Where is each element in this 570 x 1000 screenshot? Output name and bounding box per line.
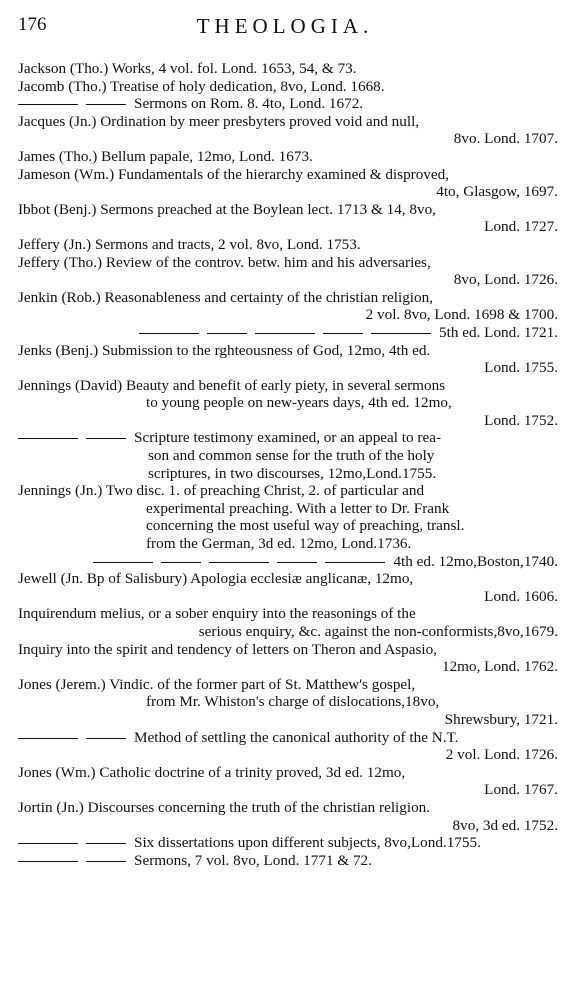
ditto-dash	[323, 333, 363, 334]
entry-text: 8vo, 3d ed. 1752.	[452, 816, 558, 834]
entry-text: James (Tho.) Bellum papale, 12mo, Lond. 1673.	[18, 147, 313, 165]
entry-line	[18, 465, 558, 483]
bibliography-entry	[18, 764, 558, 799]
entry-text: Jameson (Wm.) Fundamentals of the hierarchy examined & disproved,	[18, 165, 450, 183]
entry-text: Jewell (Jn. Bp of Salisbury) Apologia ecclesiæ anglicanæ, 12mo,	[18, 570, 414, 588]
entry-text: Jackson (Tho.) Works, 4 vol. fol. Lond. 1653, 54, & 73.	[18, 60, 357, 77]
entry-text: Sermons on Rom. 8. 4to, Lond. 1672.	[134, 95, 364, 113]
entry-text: son and common sense for the truth of the holy	[148, 447, 435, 465]
bibliography-entry	[18, 799, 558, 834]
entry-line	[18, 183, 558, 201]
ditto-dash	[18, 861, 78, 862]
entry-line	[18, 377, 558, 395]
ditto-dash	[207, 333, 247, 334]
bibliography-entry	[18, 729, 558, 764]
entry-line	[18, 342, 558, 360]
ditto-dash	[86, 104, 126, 105]
entry-line	[18, 588, 558, 606]
entry-text: Lond. 1767.	[484, 781, 558, 799]
entry-line	[18, 711, 558, 729]
entry-text: to young people on new-years days, 4th ed. 12mo,	[146, 394, 452, 412]
entry-text: Jenks (Benj.) Submission to the rghteousness of God, 12mo, 4th ed.	[18, 341, 431, 359]
entry-line	[18, 764, 558, 782]
ditto-dash	[86, 738, 126, 739]
entry-text: Jeffery (Jn.) Sermons and tracts, 2 vol. 8vo, Lond. 1753.	[18, 235, 361, 253]
entry-line	[18, 500, 558, 518]
entry-text: 4th ed. 12mo,Boston,1740.	[393, 552, 558, 570]
entry-line	[18, 289, 558, 307]
bibliography-entry	[18, 148, 558, 166]
entry-text: 8vo, Lond. 1726.	[453, 271, 558, 289]
bibliography-entry	[18, 324, 558, 342]
bibliography-entry	[18, 429, 558, 482]
bibliography-entry	[18, 78, 558, 96]
bibliography-entry	[18, 60, 558, 78]
bibliography-entry	[18, 342, 558, 377]
bibliography-entry	[18, 289, 558, 324]
bibliography-entry	[18, 641, 558, 676]
entry-line	[18, 817, 558, 835]
bibliography-entry	[18, 113, 558, 148]
entry-line	[18, 78, 558, 96]
entry-line	[18, 394, 558, 412]
entry-text: Lond. 1727.	[484, 218, 558, 236]
entry-text: from the German, 3d ed. 12mo, Lond.1736.	[146, 535, 412, 553]
entry-line	[18, 236, 558, 254]
entry-line	[18, 482, 558, 500]
entry-line	[18, 781, 558, 799]
entry-line	[18, 148, 558, 166]
bibliography-entry	[18, 201, 558, 236]
entry-text: 12mo, Lond. 1762.	[441, 658, 558, 676]
entry-text: Sermons, 7 vol. 8vo, Lond. 1771 & 72.	[134, 851, 372, 869]
entry-text: Shrewsbury, 1721.	[444, 710, 558, 728]
entry-line	[18, 605, 558, 623]
entry-text: Jennings (Jn.) Two disc. 1. of preaching Christ, 2. of particular and	[18, 482, 425, 500]
bibliography-entry	[18, 605, 558, 640]
entry-line	[18, 676, 558, 694]
entry-line	[18, 324, 558, 342]
bibliography-entry	[18, 95, 558, 113]
page-header	[0, 14, 570, 42]
entry-text: Jeffery (Tho.) Review of the controv. betw. him and his adversaries,	[18, 253, 431, 271]
entry-line	[18, 517, 558, 535]
entry-line	[18, 729, 558, 747]
bibliography-entry	[18, 570, 558, 605]
entry-line	[18, 623, 558, 641]
entry-line	[18, 535, 558, 553]
entry-line	[18, 447, 558, 465]
entry-line	[18, 834, 558, 852]
entry-text: Method of settling the canonical authority of the N.T.	[134, 728, 459, 746]
bibliography-list	[18, 60, 558, 869]
entry-line	[18, 429, 558, 447]
ditto-dash	[371, 333, 431, 334]
entry-line	[18, 218, 558, 236]
entry-line	[18, 553, 558, 571]
entry-text: Jacques (Jn.) Ordination by meer presbyters proved void and null,	[18, 112, 420, 130]
entry-line	[18, 359, 558, 377]
ditto-dash	[277, 562, 317, 563]
entry-text: serious enquiry, &c. against the non-conformists,8vo,1679.	[198, 623, 558, 640]
entry-text: Lond. 1752.	[484, 411, 558, 429]
bibliography-entry	[18, 166, 558, 201]
entry-text: Ibbot (Benj.) Sermons preached at the Boylean lect. 1713 & 14, 8vo,	[18, 200, 436, 218]
entry-line	[18, 254, 558, 272]
bibliography-entry	[18, 377, 558, 430]
running-title: THEOLOGIA.	[196, 14, 374, 38]
entry-text: Lond. 1755.	[484, 359, 558, 377]
entry-text: Scripture testimony examined, or an appeal to rea-	[134, 429, 442, 447]
ditto-dash	[18, 843, 78, 844]
entry-line	[18, 641, 558, 659]
entry-line	[18, 113, 558, 131]
ditto-dash	[139, 333, 199, 334]
entry-text: Jortin (Jn.) Discourses concerning the truth of the christian religion.	[18, 798, 431, 816]
entry-text: Six dissertations upon different subjects, 8vo,Lond.1755.	[134, 834, 481, 852]
entry-line	[18, 570, 558, 588]
ditto-dash	[18, 738, 78, 739]
entry-text: 5th ed. Lond. 1721.	[439, 323, 558, 341]
entry-text: Jones (Wm.) Catholic doctrine of a trinity proved, 3d ed. 12mo,	[18, 763, 406, 781]
ditto-dash	[18, 104, 78, 105]
entry-text: Inquirendum melius, or a sober enquiry into the reasonings of the	[18, 605, 416, 623]
entry-text: Jennings (David) Beauty and benefit of early piety, in several sermons	[18, 376, 446, 394]
ditto-dash	[86, 861, 126, 862]
ditto-dash	[161, 562, 201, 563]
entry-text: 2 vol. Lond. 1726.	[445, 746, 558, 764]
entry-line	[18, 693, 558, 711]
ditto-dash	[325, 562, 385, 563]
entry-line	[18, 799, 558, 817]
ditto-dash	[18, 438, 78, 439]
entry-line	[18, 95, 558, 113]
entry-text: concerning the most useful way of preaching, transl.	[146, 517, 465, 535]
ditto-dash	[93, 562, 153, 563]
entry-text: Jacomb (Tho.) Treatise of holy dedication, 8vo, Lond. 1668.	[18, 77, 385, 95]
ditto-dash	[86, 438, 126, 439]
bibliography-entry	[18, 834, 558, 852]
entry-line	[18, 201, 558, 219]
entry-line	[18, 412, 558, 430]
entry-text: scriptures, in two discourses, 12mo,Lond.1755.	[148, 464, 437, 482]
entry-line	[18, 166, 558, 184]
entry-line	[18, 852, 558, 870]
bibliography-entry	[18, 553, 558, 571]
entry-text: 4to, Glasgow, 1697.	[436, 183, 558, 201]
bibliography-entry	[18, 236, 558, 254]
entry-text: Jenkin (Rob.) Reasonableness and certainty of the christian religion,	[18, 288, 434, 306]
entry-text: 2 vol. 8vo, Lond. 1698 & 1700.	[365, 306, 558, 324]
entry-text: from Mr. Whiston's charge of dislocations,18vo,	[146, 693, 440, 711]
page-number: 176	[18, 14, 47, 35]
bibliography-entry	[18, 852, 558, 870]
entry-line	[18, 271, 558, 289]
ditto-dash	[255, 333, 315, 334]
entry-line	[18, 306, 558, 324]
entry-line	[18, 658, 558, 676]
entry-text: Lond. 1606.	[484, 587, 558, 605]
entry-text: Jones (Jerem.) Vindic. of the former part of St. Matthew's gospel,	[18, 675, 416, 693]
entry-line	[18, 130, 558, 148]
entry-text: Inquiry into the spirit and tendency of letters on Theron and Aspasio,	[18, 640, 437, 658]
bibliography-entry	[18, 482, 558, 552]
ditto-dash	[209, 562, 269, 563]
bibliography-entry	[18, 254, 558, 289]
entry-text: experimental preaching. With a letter to Dr. Frank	[146, 499, 450, 517]
entry-line	[18, 60, 558, 78]
bibliography-entry	[18, 676, 558, 729]
entry-text: 8vo. Lond. 1707.	[453, 130, 558, 148]
entry-line	[18, 746, 558, 764]
ditto-dash	[86, 843, 126, 844]
